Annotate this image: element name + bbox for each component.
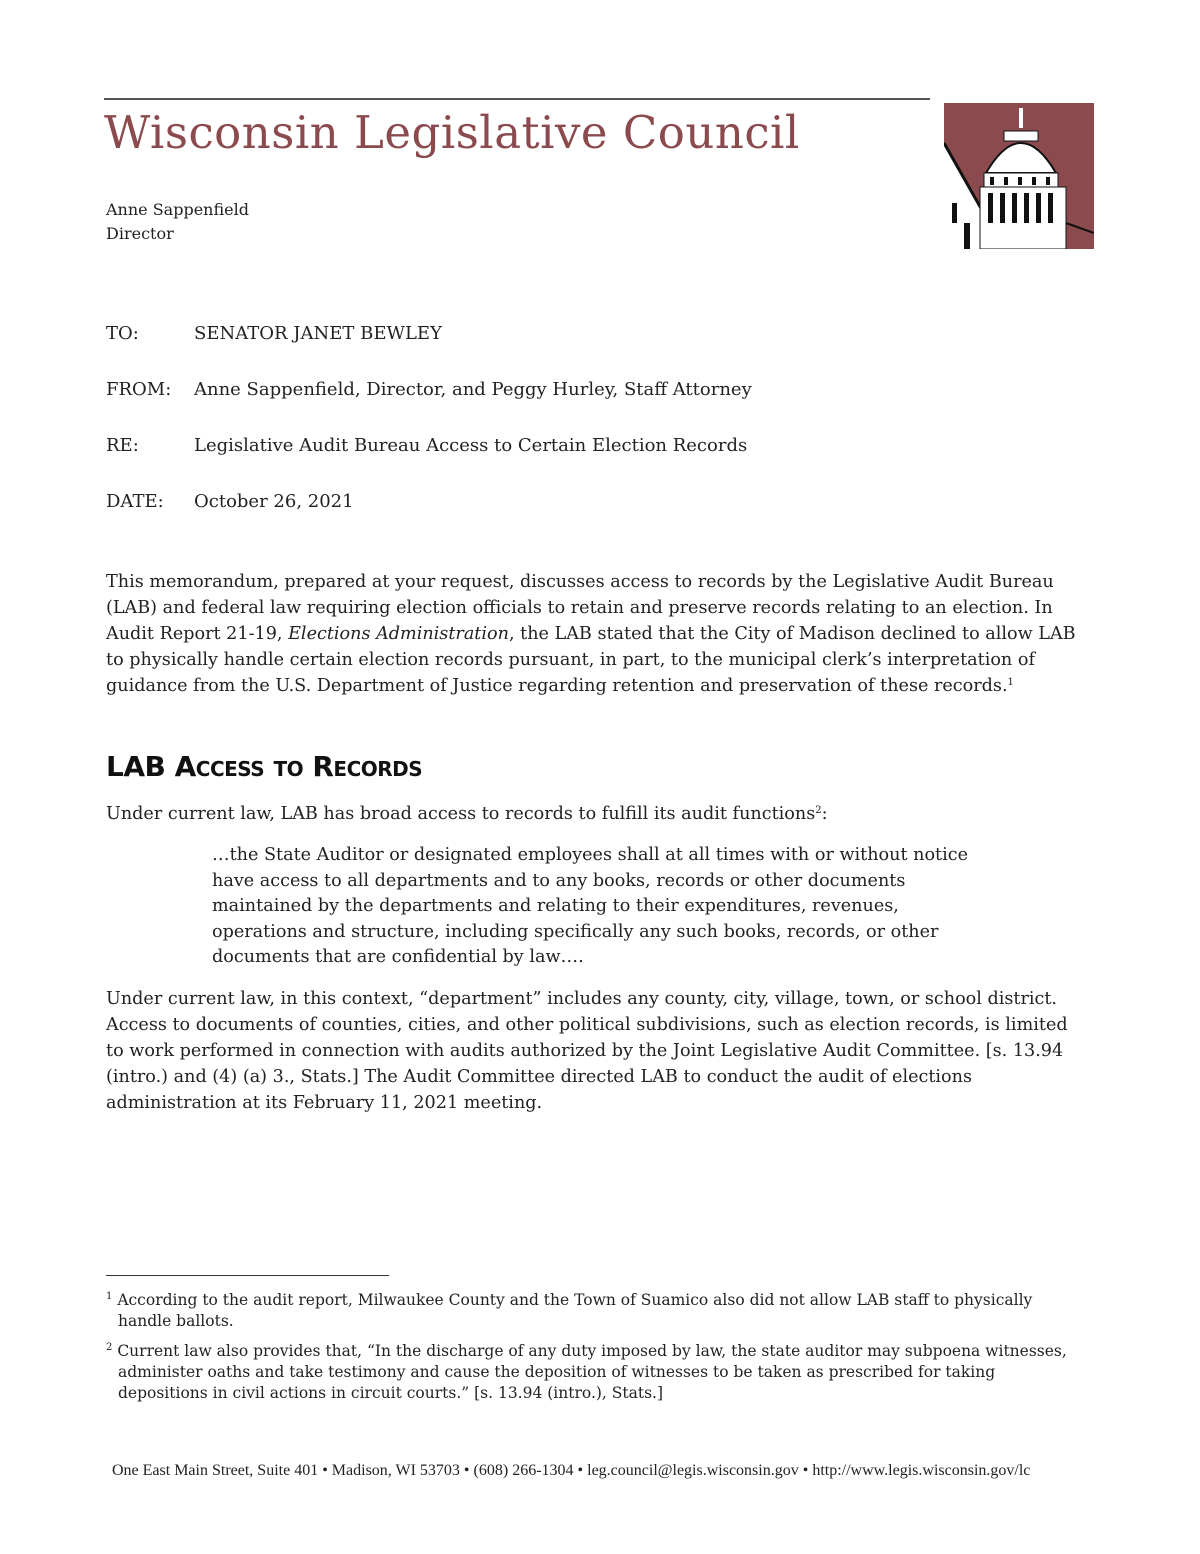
footnote-rule xyxy=(106,1275,389,1276)
footnote-ref-1[interactable]: 1 xyxy=(1007,677,1014,688)
footnote-number: 2 xyxy=(106,1342,113,1353)
lead-text: Under current law, LAB has broad access to records to fulfill its audit functions xyxy=(106,804,816,824)
director-title: Director xyxy=(106,224,174,243)
report-title: Elections Administration xyxy=(288,624,509,644)
memo-date: October 26, 2021 xyxy=(194,491,354,512)
lead-paragraph xyxy=(106,801,1086,827)
intro-paragraph xyxy=(106,569,1086,699)
footnote-text: Current law also provides that, “In the discharge of any duty imposed by law, the state auditor may subpoena witnesses, administer oaths and take testimony and cause the deposition of witnesses to be taken as prescribed for taking depositions in civil actions in circuit courts.” [s. 13.94 (intro.), Stats.] xyxy=(117,1342,1067,1402)
footer-contact: One East Main Street, Suite 401 • Madison, WI 53703 • (608) 266-1304 • leg.council@legis.wisconsin.gov • http://www.legis.wisconsin.gov/lc xyxy=(112,1462,1031,1479)
footnote-number: 1 xyxy=(106,1291,113,1302)
footnote-ref-2[interactable]: 2 xyxy=(815,805,822,816)
footnote-text: According to the audit report, Milwaukee County and the Town of Suamico also did not allow LAB staff to physically handle ballots. xyxy=(117,1291,1033,1330)
footnote-1 xyxy=(106,1290,1088,1332)
lead-colon: : xyxy=(821,804,828,824)
director-name: Anne Sappenfield xyxy=(106,200,249,219)
memo-re: Legislative Audit Bureau Access to Certain Election Records xyxy=(194,435,748,456)
section-heading: LAB Access to Records xyxy=(106,750,423,783)
department-paragraph: Under current law, in this context, “department” includes any county, city, village, town, or school district. Access to documents of counties, cities, and other political subdivisions, such as election records, is limited to work performed in connection with audits authorized by the Joint Legislative Audit Committee. [s. 13.94 (intro.) and (4) (a) 3., Stats.] The Audit Committee directed LAB to conduct the audit of elections administration at its February 11, 2021 meeting. xyxy=(106,989,1068,1113)
memo-re-label: RE: xyxy=(106,435,139,456)
memo-date-label: DATE: xyxy=(106,491,164,512)
intro-text: This memorandum, prepared at your request, discusses access to records by the Legislative Audit Bureau (LAB) and federal law requiring election officials to retain and preserve records relating to an election. In Audit Report 21-19, xyxy=(106,572,1054,644)
memo-from: Anne Sappenfield, Director, and Peggy Hurley, Staff Attorney xyxy=(194,379,752,400)
capitol-dome-logo xyxy=(944,103,1094,249)
memo-from-label: FROM: xyxy=(106,379,172,400)
intro-text-cont: , the LAB stated that the City of Madison declined to allow LAB to physically handle certain election records pursuant, in part, to the municipal clerk’s interpretation of guidance from the U.S. Department of Justice regarding retention and preservation of these records. xyxy=(106,624,1076,696)
organization-title: Wisconsin Legislative Council xyxy=(104,106,800,159)
header-rule xyxy=(104,98,930,100)
memo-to: SENATOR JANET BEWLEY xyxy=(194,323,442,344)
memo-to-label: TO: xyxy=(106,323,139,344)
footnote-2 xyxy=(106,1341,1088,1404)
statute-quote: …the State Auditor or designated employees shall at all times with or without notice have access to all departments and to any books, records or other documents maintained by the departments and relating to their expenditures, revenues, operations and structure, including specifically any such books, records, or other documents that are confidential by law…. xyxy=(212,845,969,967)
